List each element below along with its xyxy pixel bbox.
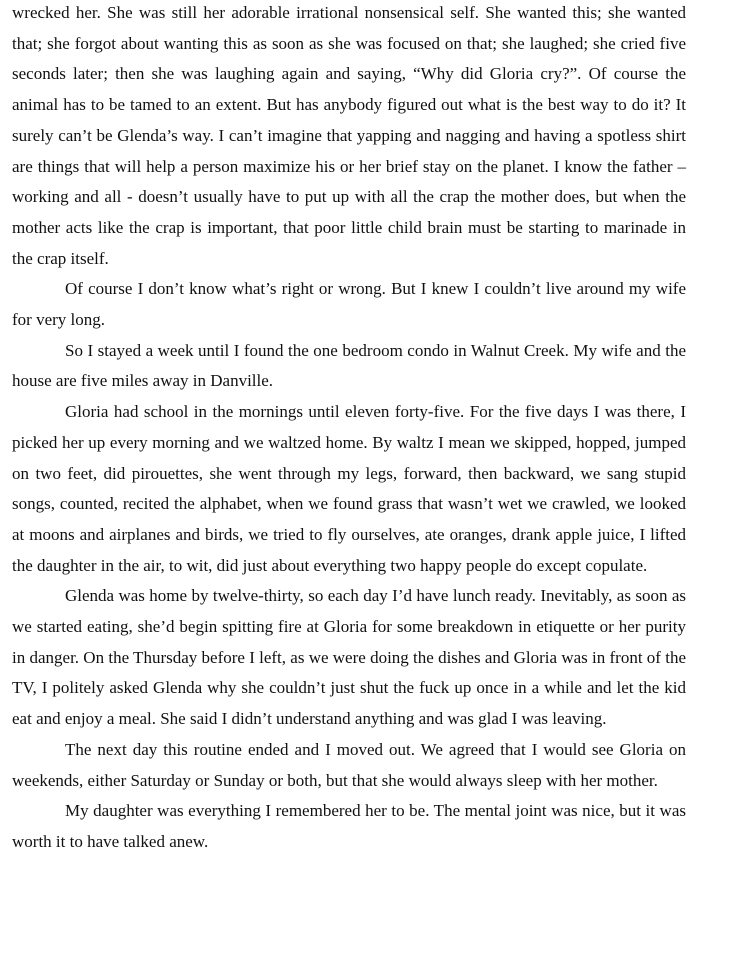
paragraph-6: The next day this routine ended and I moved out. We agreed that I would see Gloria on weekends, either Saturday or Sunday or both, but that she would always sleep with her mother. — [12, 739, 686, 790]
paragraph-3: So I stayed a week until I found the one bedroom condo in Walnut Creek. My wife and the house are five miles away in Danville. — [12, 340, 686, 391]
paragraph-4: Gloria had school in the mornings until eleven forty-five. For the five days I was there, I picked her up every morning and we waltzed home. By waltz I mean we skipped, hopped, jumped on two feet, did pirouettes, she went through my legs, forward, then backward, we sang stupid songs, counted, recited the alphabet, when we found grass that wasn’t wet we crawled, we looked at moons and airplanes and birds, we tried to fly ourselves, ate oranges, drank apple juice, I lifted the daughter in the air, to wit, did just about everything two happy people do except copulate. — [12, 402, 686, 575]
paragraph-5: Glenda was home by twelve-thirty, so each day I’d have lunch ready. Inevitably, as soon as we started eating, she’d begin spitting fire at Gloria for some breakdown in etiquette or her purity in danger. On the Thursday before I left, as we were doing the dishes and Gloria was in front of the TV, I politely asked Glenda why she couldn’t just shut the fuck up once in a while and let the kid eat and enjoy a meal. She said I didn’t understand anything and was glad I was leaving. — [12, 586, 686, 729]
paragraph-7: My daughter was everything I remembered her to be. The mental joint was nice, but it was worth it to have talked anew. — [12, 801, 686, 851]
paragraph-2: Of course I don’t know what’s right or wrong. But I knew I couldn’t live around my wife for very long. — [12, 279, 686, 330]
paragraph-1: wrecked her. She was still her adorable irrational nonsensical self. She wanted this; she wanted that; she forgot about wanting this as soon as she was focused on that; she laughed; she cried five seconds later; then she was laughing again and saying, “Why did Gloria cry?”. Of course the animal has to be tamed to an extent. But has anybody figured out what is the best way to do it? It surely can’t be Glenda’s way. I can’t imagine that yapping and nagging and having a spotless shirt are things that will help a person maximize his or her brief stay on the planet. I know the father – working and all - doesn’t usually have to put up with all the crap the mother does, but when the mother acts like the crap is important, that poor little child brain must be starting to marinade in the crap itself. — [12, 3, 686, 268]
